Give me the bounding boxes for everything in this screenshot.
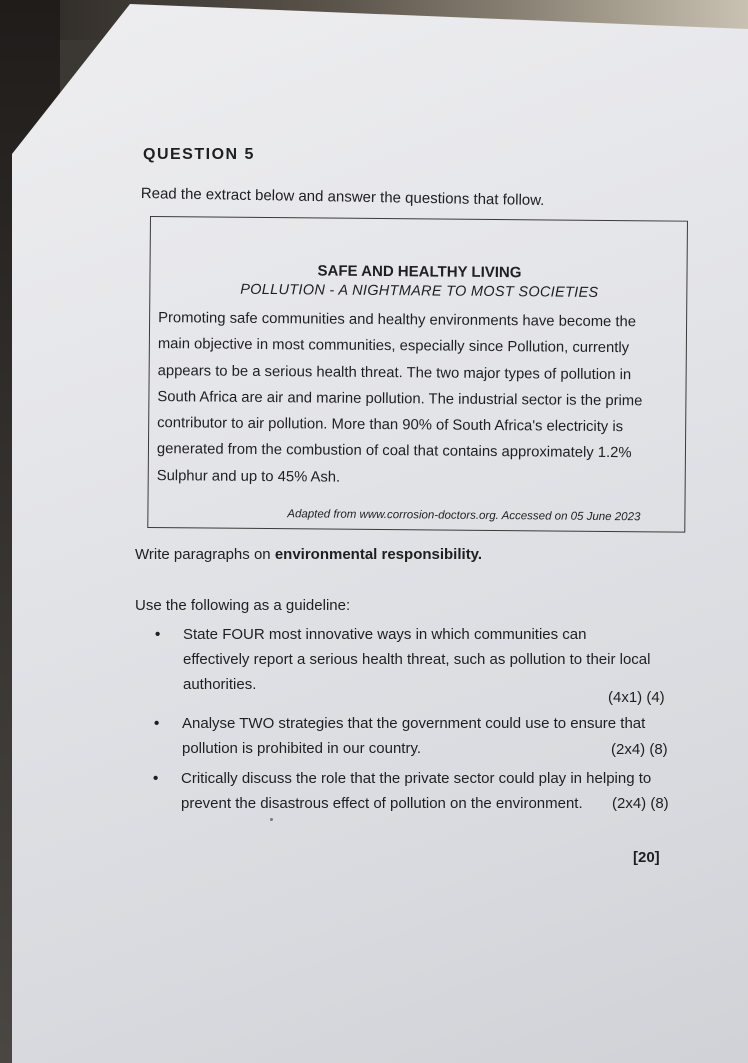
guideline-bullet (154, 711, 646, 761)
question-instruction: Read the extract below and answer the questions that follow. (140, 185, 545, 210)
bullet-line: State FOUR most innovative ways in which communities can (183, 626, 587, 643)
bullet-point: • (154, 715, 160, 732)
question-title: QUESTION 5 (143, 146, 255, 163)
bullet-line: Critically discuss the role that the private sector could play in helping to (181, 770, 652, 787)
extract-line: contributor to air pollution. More than 90% of South Africa's electricity is (157, 415, 624, 436)
marks-allocation: (2x4) (8) (611, 741, 668, 758)
bullet-point: • (155, 626, 161, 643)
paper-speck (270, 818, 273, 821)
bullet-line: pollution is prohibited in our country. (182, 740, 422, 757)
extract-line: main objective in most communities, especially since Pollution, currently (157, 336, 630, 357)
bullet-point: • (153, 770, 159, 787)
task-topic: environmental responsibility. (274, 546, 483, 563)
task-prefix: Write paragraphs on (135, 546, 275, 563)
extract-line: Sulphur and up to 45% Ash. (156, 467, 341, 486)
extract-line: South Africa are air and marine pollution. The industrial sector is the prime (157, 388, 643, 410)
extract-body (157, 305, 687, 494)
extract-title: SAFE AND HEALTHY LIVING (317, 262, 522, 282)
task-instruction (135, 546, 482, 563)
guideline-bullet (155, 622, 651, 697)
marks-allocation: (4x1) (4) (608, 689, 665, 706)
extract-line: Promoting safe communities and healthy environments have become the (158, 310, 637, 331)
guideline-intro: Use the following as a guideline: (135, 597, 351, 614)
bullet-line: prevent the disastrous effect of pollution on the environment. (181, 795, 583, 812)
extract-box (147, 216, 688, 533)
marks-allocation: (2x4) (8) (612, 795, 669, 812)
extract-line: generated from the combustion of coal that contains approximately 1.2% (156, 441, 632, 462)
extract-line: appears to be a serious health threat. The two major types of pollution in (157, 362, 632, 383)
guideline-bullet (153, 766, 652, 816)
bullet-line: authorities. (183, 676, 257, 693)
bullet-line: effectively report a serious health threat, such as pollution to their local (183, 651, 651, 668)
question-total-marks: [20] (633, 849, 660, 866)
extract-source: Adapted from www.corrosion-doctors.org. Accessed on 05 June 2023 (287, 508, 641, 524)
extract-subtitle: POLLUTION - A NIGHTMARE TO MOST SOCIETIES (240, 281, 599, 301)
bullet-line: Analyse TWO strategies that the government could use to ensure that (182, 715, 646, 732)
